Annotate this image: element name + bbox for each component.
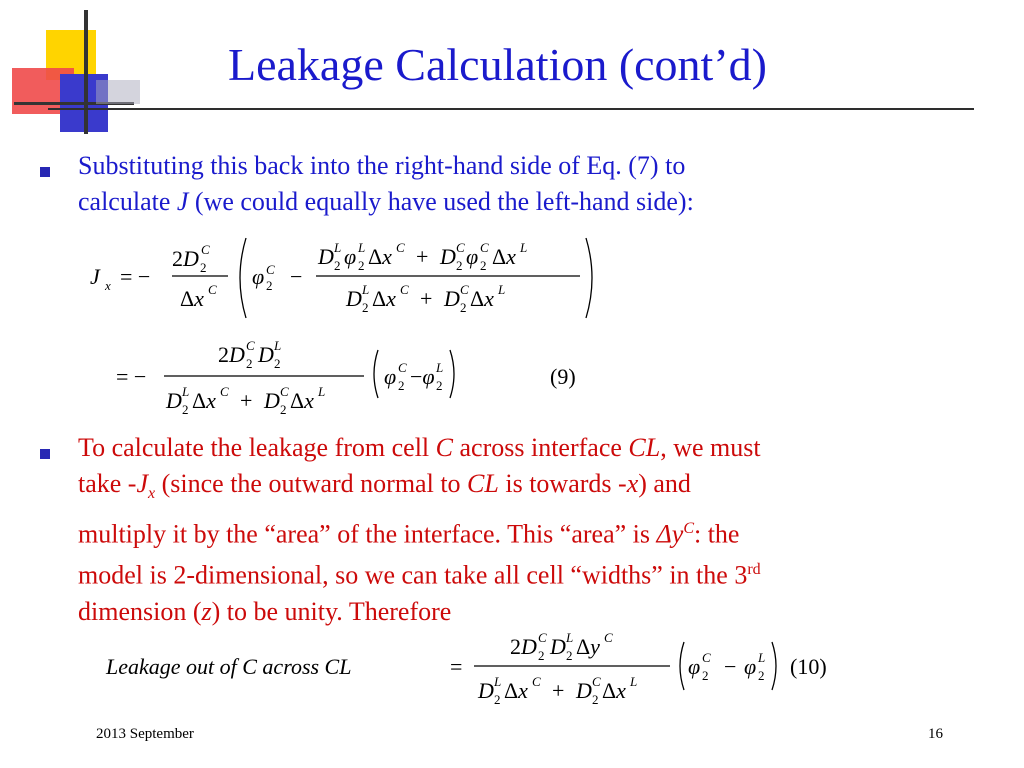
svg-text:C: C (266, 262, 275, 277)
bullet-2-line-4 (78, 552, 988, 593)
svg-text:C: C (456, 240, 465, 255)
svg-text:C: C (208, 282, 217, 297)
svg-text:φ: φ (466, 244, 479, 269)
b2-l5-z: z (201, 596, 212, 626)
svg-text:D: D (258, 342, 274, 367)
svg-text:D: D (346, 286, 362, 311)
svg-text:Δy: Δy (576, 634, 600, 659)
b2-l1-C: C (435, 433, 453, 462)
svg-text:2: 2 (266, 278, 273, 293)
svg-text:L: L (566, 630, 574, 645)
svg-text:+: + (240, 388, 253, 413)
svg-text:Δx: Δx (504, 678, 528, 703)
svg-text:L: L (520, 240, 528, 255)
equation-10 (100, 628, 860, 712)
bullet-1-J: J (176, 186, 189, 216)
svg-text:2: 2 (758, 668, 765, 683)
b2-l2-mid2: is towards - (498, 468, 627, 498)
svg-text:D: D (444, 286, 460, 311)
slide-title: Leakage Calculation (cont’d) (228, 39, 767, 90)
svg-text:2: 2 (398, 378, 405, 393)
svg-text:C: C (532, 674, 541, 689)
svg-text:φ: φ (252, 264, 265, 289)
svg-text:L: L (358, 240, 366, 255)
svg-text:L: L (436, 360, 444, 375)
svg-text:=: = (450, 654, 463, 679)
svg-text:C: C (702, 650, 711, 665)
equation-9 (100, 336, 610, 422)
equation-9-label: (9) (550, 364, 576, 389)
svg-text:Δx: Δx (368, 244, 392, 269)
svg-text:L: L (630, 674, 638, 689)
svg-text:2: 2 (480, 258, 487, 273)
svg-text:C: C (246, 338, 255, 353)
b2-l1-post: , we must (660, 433, 761, 462)
svg-text:+: + (420, 286, 433, 311)
svg-text:φ: φ (744, 654, 757, 679)
svg-text:2: 2 (566, 648, 573, 663)
svg-text:Δx: Δx (470, 286, 494, 311)
svg-text:2: 2 (280, 402, 287, 417)
svg-text:C: C (398, 360, 407, 375)
svg-text:2: 2 (358, 258, 365, 273)
svg-text:C: C (400, 282, 409, 297)
b2-l5-post: ) to be unity. Therefore (211, 596, 452, 626)
svg-text:+: + (416, 244, 429, 269)
svg-text:2D: 2D (510, 634, 537, 659)
equation-10-label: (10) (790, 654, 827, 679)
svg-text:D: D (550, 634, 566, 659)
svg-text:C: C (480, 240, 489, 255)
svg-text:D: D (318, 244, 334, 269)
b2-l2-pre: take - (78, 468, 137, 498)
b2-l4-pre: model is 2-dimensional, so we can take all cell “widths” in the 3 (78, 561, 748, 590)
title-divider (48, 108, 974, 110)
bullet-2-line-5 (78, 594, 988, 630)
b2-l2-post: ) and (638, 468, 691, 498)
svg-text:Δx: Δx (372, 286, 396, 311)
svg-text:D: D (576, 678, 592, 703)
svg-text:2D: 2D (172, 246, 199, 271)
svg-text:2: 2 (460, 300, 467, 315)
svg-text:2: 2 (274, 356, 281, 371)
svg-text:−: − (290, 264, 303, 289)
svg-text:C: C (538, 630, 547, 645)
svg-text:2: 2 (436, 378, 443, 393)
b2-l3-pre: multiply it by the “area” of the interface. This “area” is (78, 519, 657, 549)
svg-text:2: 2 (592, 692, 599, 707)
svg-text:L: L (758, 650, 766, 665)
b2-l4-sup: rd (747, 561, 761, 579)
svg-text:L: L (362, 282, 370, 297)
footer-date: 2013 September (96, 726, 194, 742)
footer-page-number: 16 (928, 726, 943, 742)
svg-text:x: x (105, 278, 111, 293)
svg-text:= −: = − (120, 264, 151, 289)
svg-text:2: 2 (494, 692, 501, 707)
svg-text:Δx: Δx (602, 678, 626, 703)
svg-text:φ: φ (384, 364, 397, 389)
svg-text:2: 2 (246, 356, 253, 371)
bullet-1-line-2-post: (we could equally have used the left-hand side): (188, 186, 694, 216)
svg-text:= −: = − (116, 364, 147, 389)
svg-text:L: L (182, 384, 190, 399)
svg-text:D: D (166, 388, 182, 413)
bullet-1-line-2 (78, 184, 988, 220)
svg-text:2: 2 (456, 258, 463, 273)
svg-text:Δx: Δx (492, 244, 516, 269)
b2-l2-CL: CL (467, 468, 499, 498)
svg-text:2D: 2D (218, 342, 245, 367)
svg-text:C: C (592, 674, 601, 689)
svg-text:C: C (604, 630, 613, 645)
svg-text:J: J (90, 264, 100, 289)
svg-text:−φ: −φ (410, 364, 435, 389)
svg-text:D: D (440, 244, 456, 269)
svg-text:Δx: Δx (290, 388, 314, 413)
b2-l2-sub: x (148, 484, 156, 502)
bullet-1-line-2-pre: calculate (78, 186, 177, 216)
b2-l5-pre: dimension ( (78, 596, 202, 626)
bullet-2-line-1 (78, 430, 988, 466)
svg-text:D: D (264, 388, 280, 413)
svg-text:2: 2 (538, 648, 545, 663)
svg-text:Δx: Δx (180, 286, 204, 311)
bullet-marker-1 (40, 167, 50, 177)
svg-text:C: C (201, 242, 210, 257)
svg-text:L: L (498, 282, 506, 297)
svg-text:2: 2 (702, 668, 709, 683)
svg-text:C: C (396, 240, 405, 255)
svg-text:2: 2 (182, 402, 189, 417)
svg-text:+: + (552, 678, 565, 703)
svg-text:Δx: Δx (192, 388, 216, 413)
equation-jx (80, 232, 610, 324)
svg-text:L: L (334, 240, 342, 255)
bullet-marker-2 (40, 449, 50, 459)
bullet-1-text (78, 148, 988, 219)
bullet-2-line-3 (78, 511, 988, 552)
equation-10-lhs: Leakage out of C across CL (106, 654, 352, 679)
svg-text:φ: φ (344, 244, 357, 269)
svg-text:C: C (460, 282, 469, 297)
bullet-1-line-1: Substituting this back into the right-hand side of Eq. (7) to (78, 151, 686, 180)
slide-logo (0, 0, 140, 140)
svg-text:C: C (280, 384, 289, 399)
b2-l2-x: x (626, 468, 639, 498)
svg-text:2: 2 (334, 258, 341, 273)
svg-text:D: D (478, 678, 494, 703)
svg-text:L: L (318, 384, 326, 399)
b2-l2-J: J (136, 468, 149, 498)
bullet-2-text (78, 430, 988, 629)
svg-text:φ: φ (688, 654, 701, 679)
svg-text:C: C (220, 384, 229, 399)
svg-text:2: 2 (362, 300, 369, 315)
b2-l2-mid: (since the outward normal to (155, 468, 468, 498)
b2-l1-CL: CL (628, 433, 661, 462)
svg-text:L: L (494, 674, 502, 689)
b2-l3-sup: C (683, 520, 694, 538)
b2-l3-delta: Δ (656, 519, 672, 549)
b2-l3-post: : the (693, 519, 740, 549)
b2-l1-mid: across interface (453, 433, 629, 462)
bullet-2-line-2 (78, 466, 988, 512)
svg-text:2: 2 (200, 260, 207, 275)
b2-l3-y: y (671, 519, 684, 549)
svg-text:−: − (724, 654, 737, 679)
b2-l1-pre: To calculate the leakage from cell (78, 433, 436, 462)
svg-text:L: L (274, 338, 282, 353)
